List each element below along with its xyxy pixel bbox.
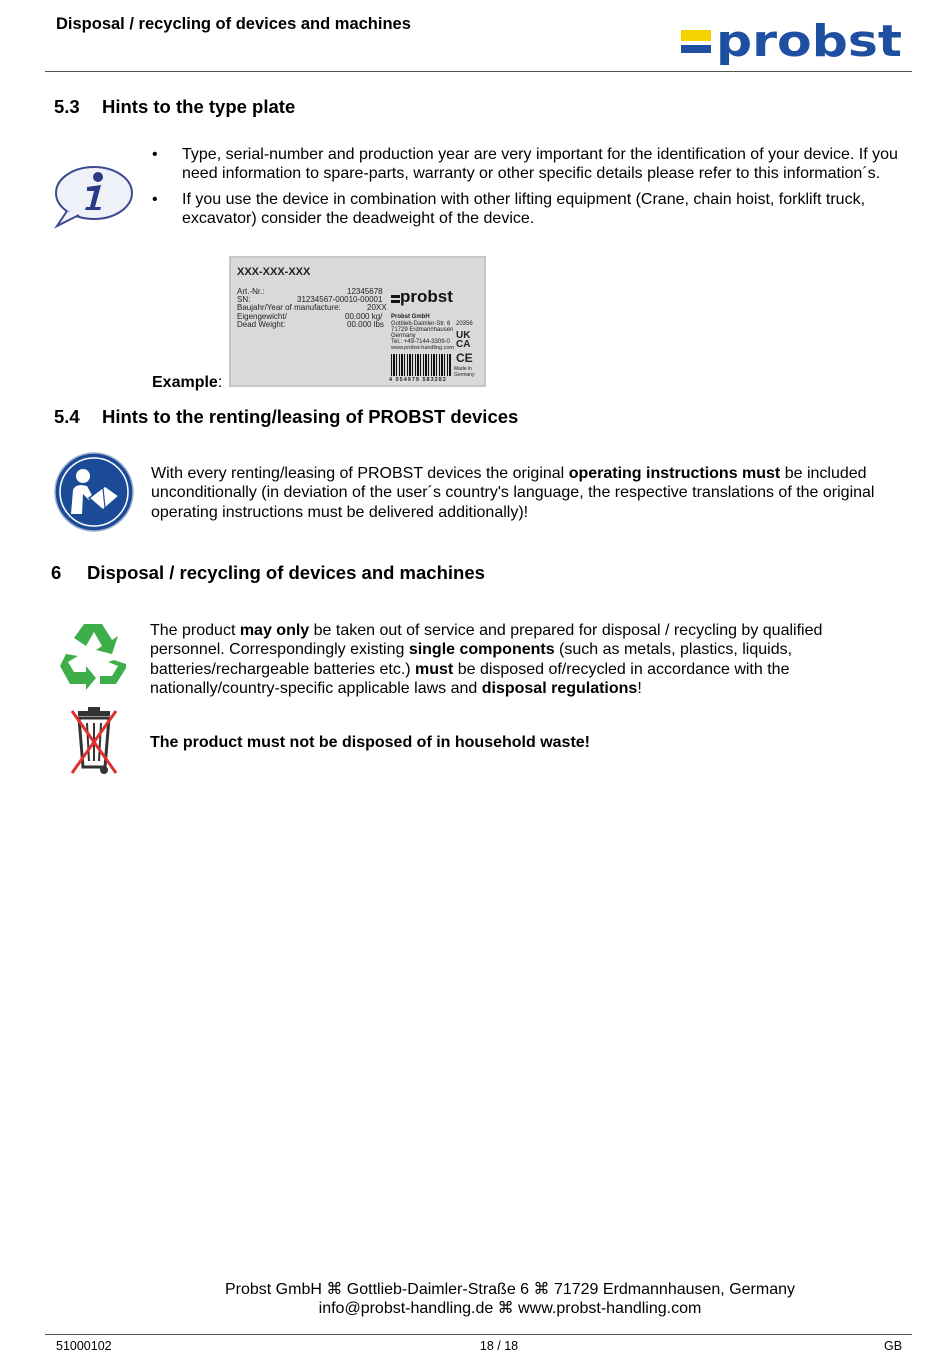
section-5-4-paragraph xyxy=(151,464,907,522)
page-header-title: Disposal / recycling of devices and machines xyxy=(56,15,411,33)
plate-country: Germany xyxy=(391,333,416,339)
read-manual-icon xyxy=(53,452,135,532)
section-5-3-bullets xyxy=(152,145,904,235)
logo-blue-bar xyxy=(681,45,711,53)
plate-web: www.probst-handling.com xyxy=(391,345,454,351)
list-item: • If you use the device in combination with other lifting equipment (Crane, chain hoist, forklift truck, excavator) consider the deadweight of the device. xyxy=(152,190,904,229)
plate-code: XXX-XXX-XXX xyxy=(237,266,311,278)
barcode-digits: 4 054979 583282 xyxy=(389,377,447,383)
crossed-out-bin-icon xyxy=(68,707,120,777)
plate-art-label: Art.-Nr.: xyxy=(237,287,265,296)
text-segment: ! xyxy=(637,680,642,698)
example-label-row xyxy=(152,373,222,392)
section-6-heading xyxy=(51,562,485,584)
plate-year-value: 20XX xyxy=(367,303,387,312)
text-bold-segment: disposal regulations xyxy=(481,680,638,698)
plate-brand: probst xyxy=(400,287,453,306)
plate-weight-lbs: 00.000 lbs xyxy=(347,320,384,329)
footer-divider xyxy=(45,1334,912,1335)
section-6-paragraph xyxy=(150,621,890,699)
plate-company: Probst GmbH xyxy=(391,314,430,320)
section-number: 5.3 xyxy=(54,96,80,117)
plate-weight-kg: 00.000 kg/ xyxy=(345,312,383,321)
text-bold-segment: must xyxy=(415,660,454,678)
type-plate-example xyxy=(229,256,486,387)
plate-logo-mark-icon xyxy=(391,295,400,303)
info-speech-bubble-icon xyxy=(53,163,135,229)
household-waste-warning: The product must not be disposed of in household waste! xyxy=(150,734,591,751)
text-segment: (such as metals, plastics, liquids, batteries/rechargeable batteries etc.) xyxy=(150,641,793,678)
section-5-3-heading xyxy=(54,96,295,118)
plate-tel: Tel.: +49-7144-3309-0 xyxy=(391,339,450,345)
plate-city: 71729 Erdmannhausen xyxy=(391,327,454,333)
page-number: 18 / 18 xyxy=(479,1339,519,1353)
plate-weight-label-2: Dead Weight: xyxy=(237,320,286,329)
example-colon: : xyxy=(217,374,223,391)
section-5-4-heading xyxy=(54,406,518,428)
ukca-line-2: CA xyxy=(456,339,471,350)
header-divider xyxy=(45,71,912,72)
made-in-label xyxy=(454,366,475,378)
text-segment: be taken out of service and prepared for disposal / recycling by qualified personnel. Correspondingly existing xyxy=(150,622,823,659)
logo-yellow-bar xyxy=(681,30,711,41)
probst-logo xyxy=(680,20,904,66)
plate-year-label: Baujahr/Year of manufacture: xyxy=(237,303,341,312)
ukca-line-1: UK xyxy=(456,330,471,341)
plate-art-value: 12345678 xyxy=(347,287,383,296)
language-code: GB xyxy=(884,1339,903,1353)
section-number: 6 xyxy=(51,562,62,583)
example-label: Example xyxy=(152,374,218,391)
barcode xyxy=(391,354,451,376)
made-in-line-1: Made in xyxy=(454,366,472,372)
text-segment: be disposed of/recycled in accordance with the nationally/country-specific applicable laws and xyxy=(150,660,790,698)
text-bold-segment: may only xyxy=(239,622,310,639)
text-segment: The product xyxy=(150,622,240,639)
text-bold-segment: operating instructions must xyxy=(568,465,781,482)
document-number: 51000102 xyxy=(56,1339,112,1353)
plate-weight-label-1: Eigengewicht/ xyxy=(237,312,287,321)
section-title: Hints to the type plate xyxy=(102,96,296,117)
plate-code-small: 20356 xyxy=(456,321,473,327)
made-in-line-2: Germany xyxy=(454,372,475,378)
ce-mark: CE xyxy=(456,351,473,365)
text-bold-segment: single components xyxy=(408,641,555,659)
section-title: Disposal / recycling of devices and machines xyxy=(87,562,485,583)
footer-address: Probst GmbH ⌘ Gottlieb-Daimler-Straße 6 ⌘ 71729 Erdmannhausen, Germany xyxy=(224,1281,795,1298)
plate-sn-label: SN: xyxy=(237,295,251,304)
footer-contact: info@probst-handling.de ⌘ www.probst-handling.com xyxy=(318,1300,702,1317)
recycling-icon xyxy=(56,620,132,692)
list-item: • Type, serial-number and production year are very important for the identification of your device. If you need information to spare-parts, warranty or other specific details please refer to this information´s. xyxy=(152,145,904,184)
logo-text: probst xyxy=(716,20,902,66)
section-number: 5.4 xyxy=(54,406,80,427)
text-segment: With every renting/leasing of PROBST devices the original xyxy=(151,465,569,482)
text-segment: be included unconditionally (in deviation of the user´s country's language, the respective translations of the original operating instructions must be delivered additionally)! xyxy=(151,465,875,521)
section-title: Hints to the renting/leasing of PROBST devices xyxy=(102,406,519,427)
ukca-mark xyxy=(456,331,470,349)
plate-sn-value: 31234567-00010-00001 xyxy=(297,295,383,304)
plate-street: Gottlieb-Daimler-Str. 6 xyxy=(391,321,451,327)
plate-brand-row xyxy=(391,287,453,307)
